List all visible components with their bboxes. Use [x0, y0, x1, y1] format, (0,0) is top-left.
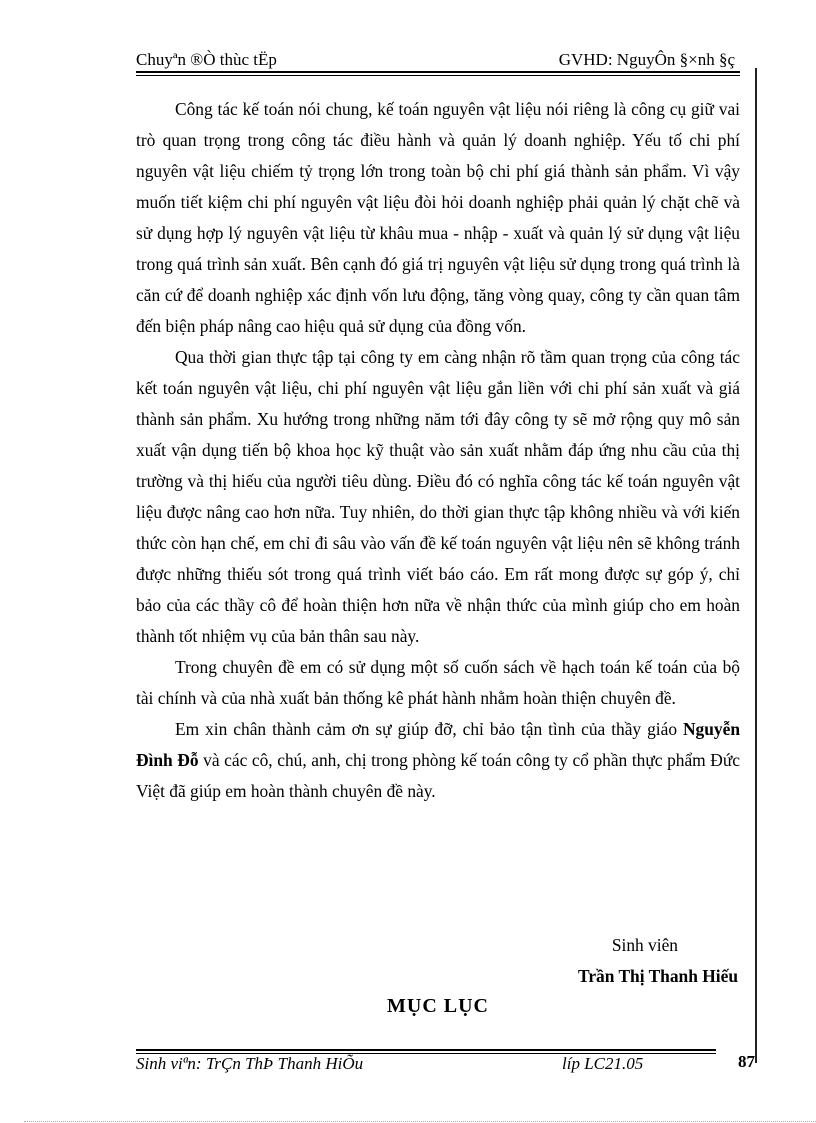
- paragraph-3: Trong chuyên đề em có sử dụng một số cuốn sách về hạch toán kế toán của bộ tài chính và của nhà xuất bản thống kê phát hành nhằm hoàn thiện chuyên đề.: [136, 657, 740, 708]
- thanks-after: và các cô, chú, anh, chị trong phòng kế toán công ty cổ phần thực phẩm Đức Việt đã giúp em hoàn thành chuyên đề này.: [136, 750, 740, 801]
- header-left-title: Chuyªn ®Ò thùc tËp: [136, 50, 277, 69]
- page-footer: [136, 1054, 756, 1078]
- page-border-right: [755, 68, 757, 1063]
- teacher-name: Nguyễn Đình Đỗ: [136, 719, 740, 770]
- toc-title: MỤC LỤC: [387, 995, 489, 1017]
- header-right-advisor: GVHD: NguyÔn §×nh §ç: [558, 50, 735, 69]
- signature-role: Sinh viên: [611, 935, 678, 955]
- header-rule-thin: [136, 75, 740, 76]
- page-header: [136, 48, 740, 72]
- footer-rule: [136, 1049, 716, 1051]
- footer-class: líp LC21.05: [562, 1054, 644, 1073]
- thanks-before: Em xin chân thành cảm ơn sự giúp đỡ, chỉ bảo tận tình của thầy giáo: [175, 719, 683, 739]
- signature-name: Trần Thị Thanh Hiếu: [578, 966, 738, 986]
- paragraph-2: Qua thời gian thực tập tại công ty em càng nhận rõ tầm quan trọng của công tác kết toán nguyên vật liệu, chi phí nguyên vật liệu gắn liền với chi phí sản xuất và giá thành sản phẩm. Xu hướng trong những năm tới đây công ty sẽ mở rộng quy mô sản xuất vận dụng tiến bộ khoa học kỹ thuật vào sản xuất nhằm đáp ứng nhu cầu của thị trường và thị hiếu của người tiêu dùng. Điều đó có nghĩa công tác kế toán nguyên vật liệu được nâng cao hơn nữa. Tuy nhiên, do thời gian thực tập không nhiều và với kiến thức còn hạn chế, em chỉ đi sâu vào vấn đề kế toán nguyên vật liệu nên sẽ không tránh được những thiếu sót trong quá trình viết báo cáo. Em rất mong được sự góp ý, chỉ bảo của các thầy cô để hoàn thiện hơn nữa về nhận thức của mình giúp cho em hoàn thành tốt nhiệm vụ của bản thân sau này.: [136, 347, 740, 646]
- header-rule: [136, 71, 740, 73]
- footer-student: Sinh viªn: TrÇn ThÞ Thanh HiÕu: [136, 1054, 364, 1073]
- signature-block: [136, 930, 740, 992]
- paragraph-thanks: [136, 714, 740, 807]
- page-number: 87: [738, 1052, 755, 1071]
- page-bottom-dotted-line: [24, 1121, 816, 1122]
- body-text: [136, 94, 740, 807]
- paragraph-1: Công tác kế toán nói chung, kế toán nguyên vật liệu nói riêng là công cụ giữ vai trò quan trọng trong công tác điều hành và quản lý doanh nghiệp. Yếu tố chi phí nguyên vật liệu chiếm tỷ trọng lớn trong toàn bộ chi phí giá thành sản phẩm. Vì vậy muốn tiết kiệm chi phí nguyên vật liệu đòi hỏi doanh nghiệp phải quản lý chặt chẽ và sử dụng hợp lý nguyên vật liệu từ khâu mua - nhập - xuất và quản lý sử dụng vật liệu trong quá trình sản xuất. Bên cạnh đó giá trị nguyên vật liệu sử dụng trong quá trình là căn cứ để doanh nghiệp xác định vốn lưu động, tăng vòng quay, công ty cần quan tâm đến biện pháp nâng cao hiệu quả sử dụng của đồng vốn.: [136, 99, 740, 336]
